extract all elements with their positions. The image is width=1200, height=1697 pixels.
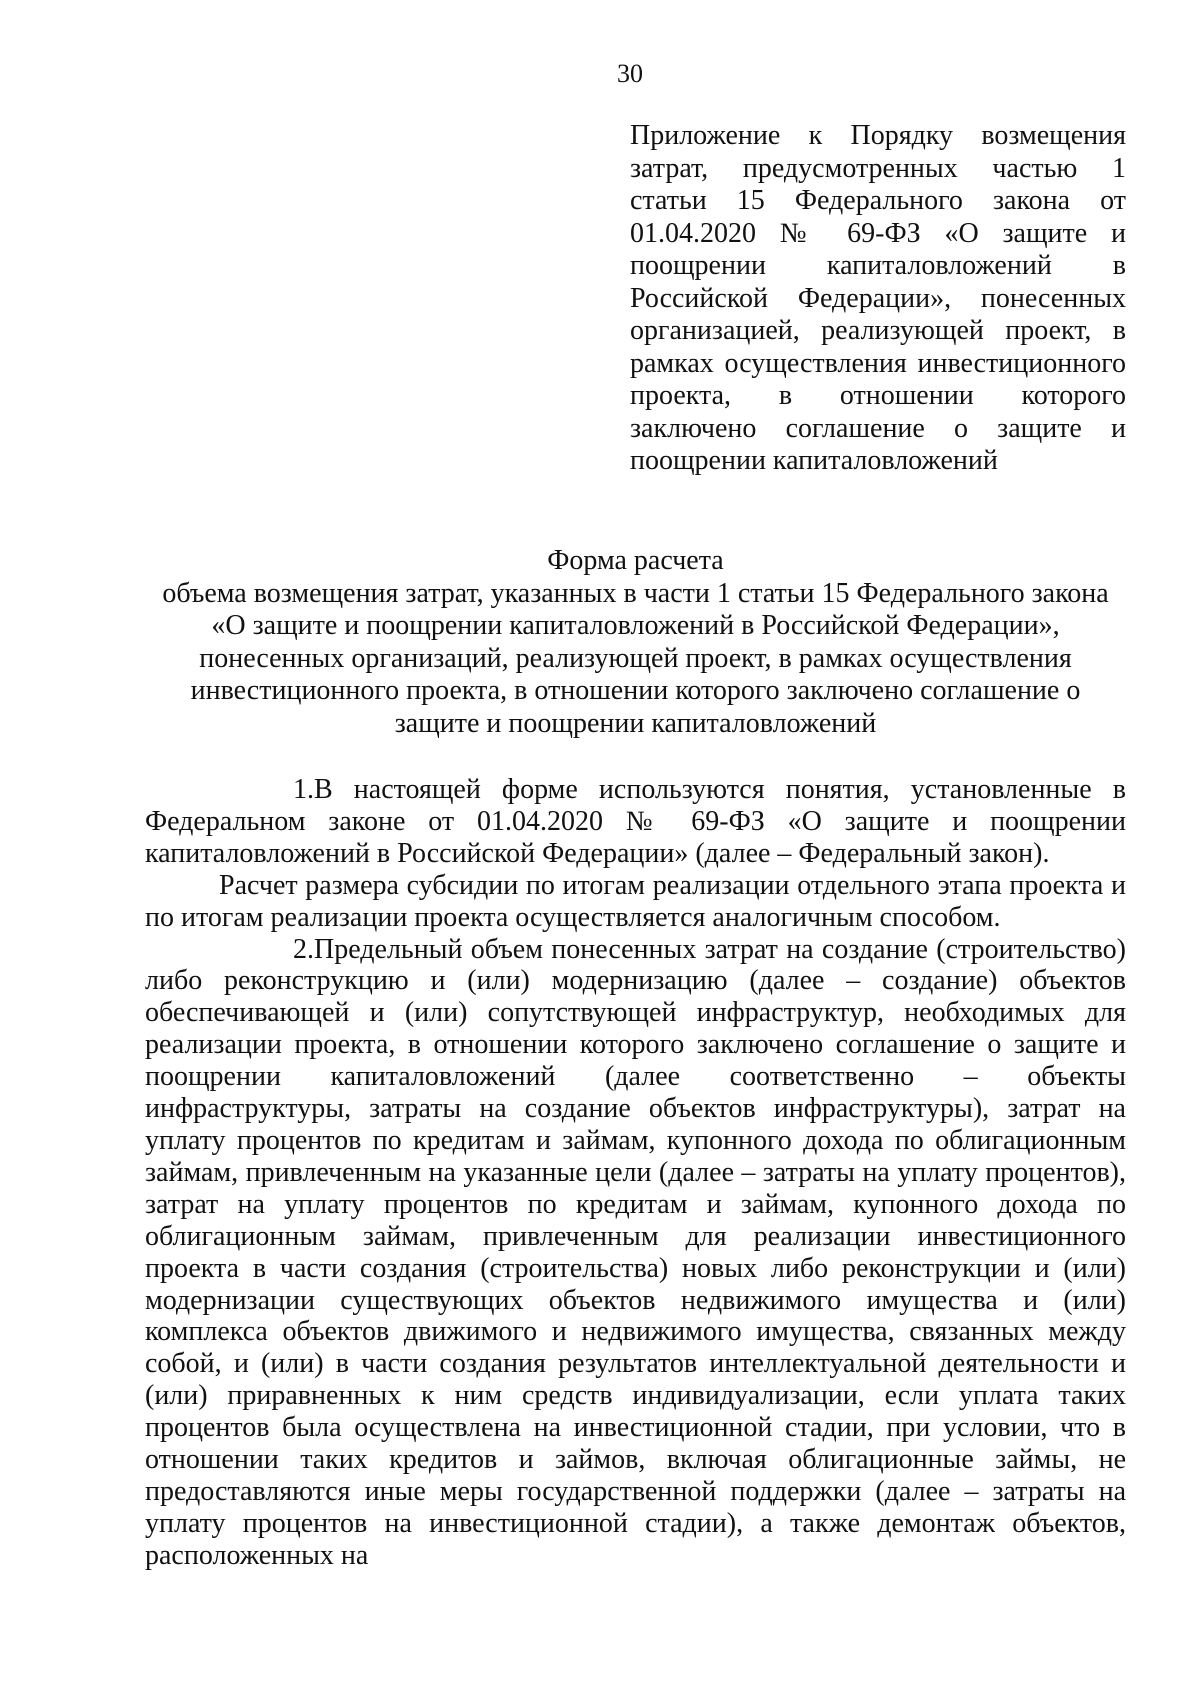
- item-number: 2.: [293, 933, 314, 965]
- paragraph-3: [145, 934, 1126, 1572]
- form-title-line: «О защите и поощрении капиталовложений в Российской Федерации»,: [211, 610, 1060, 641]
- form-title-line: инвестиционного проекта, в отношении которого заключено соглашение о: [190, 675, 1081, 706]
- page-number: 30: [617, 59, 643, 88]
- form-title-line: объема возмещения затрат, указанных в части 1 статьи 15 Федерального закона: [162, 577, 1109, 609]
- appendix-header: Приложение к Порядку возмещения затрат, предусмотренных частью 1 статьи 15 Федерального закона от 01.04.2020 № 69-ФЗ «О защите и поощрении капиталовложений в Российской Федерации», понесенных организацией, реализующей проект, в рамках осуществления инвестиционного проекта, в отношении которого заключено соглашение о защите и поощрении капиталовложений: [630, 120, 1126, 476]
- paragraph-2: [145, 870, 1126, 934]
- form-title-line: Форма расчета: [547, 545, 724, 576]
- paragraph-text: Расчет размера субсидии по итогам реализации отдельного этапа проекта и по итогам реализации проекта осуществляется аналогичным способом.: [145, 869, 1126, 933]
- paragraph-text: В настоящей форме используются понятия, установленные в Федеральном законе от 01.04.2020 № 69-ФЗ «О защите и поощрении капиталовложений в Российской Федерации» (далее – Федеральный закон).: [145, 774, 1126, 869]
- form-title: [145, 545, 1126, 740]
- paragraph-1: [145, 774, 1126, 870]
- item-number: 1.: [293, 774, 314, 805]
- paragraph-text: Предельный объем понесенных затрат на создание (строительство) либо реконструкцию и (или) модернизацию (далее – создание) объектов обеспечивающей и (или) сопутствующей инфраструктур, необходимых для реализации проекта, в отношении которого заключено соглашение о защите и поощрении капиталовложений (далее соответственно – объекты инфраструктуры, затраты на создание объектов инфраструктуры), затрат на уплату процентов по кредитам и займам, купонного дохода по облигационным займам, привлеченным на указанные цели (далее – затраты на уплату процентов), затрат на уплату процентов по кредитам и займам, купонного дохода по облигационным займам, привлеченным для реализации инвестиционного проекта в части создания (строительства) новых либо реконструкции и (или) модернизации существующих объектов недвижимого имущества и (или) комплекса объектов движимого и недвижимого имущества, связанных между собой, и (или) в части создания результатов интеллектуальной деятельности и (или) приравненных к ним средств индивидуализации, если уплата таких процентов была осуществлена на инвестиционной стадии, при условии, что в отношении таких кредитов и займов, включая облигационные займы, не предоставляются иные меры государственной поддержки (далее – затраты на уплату процентов на инвестиционной стадии), а также демонтаж объектов, расположенных на: [145, 933, 1126, 1571]
- form-title-line: защите и поощрении капиталовложений: [394, 707, 877, 739]
- form-title-line: понесенных организаций, реализующей проект, в рамках осуществления: [199, 642, 1072, 674]
- document-body: [145, 774, 1126, 1572]
